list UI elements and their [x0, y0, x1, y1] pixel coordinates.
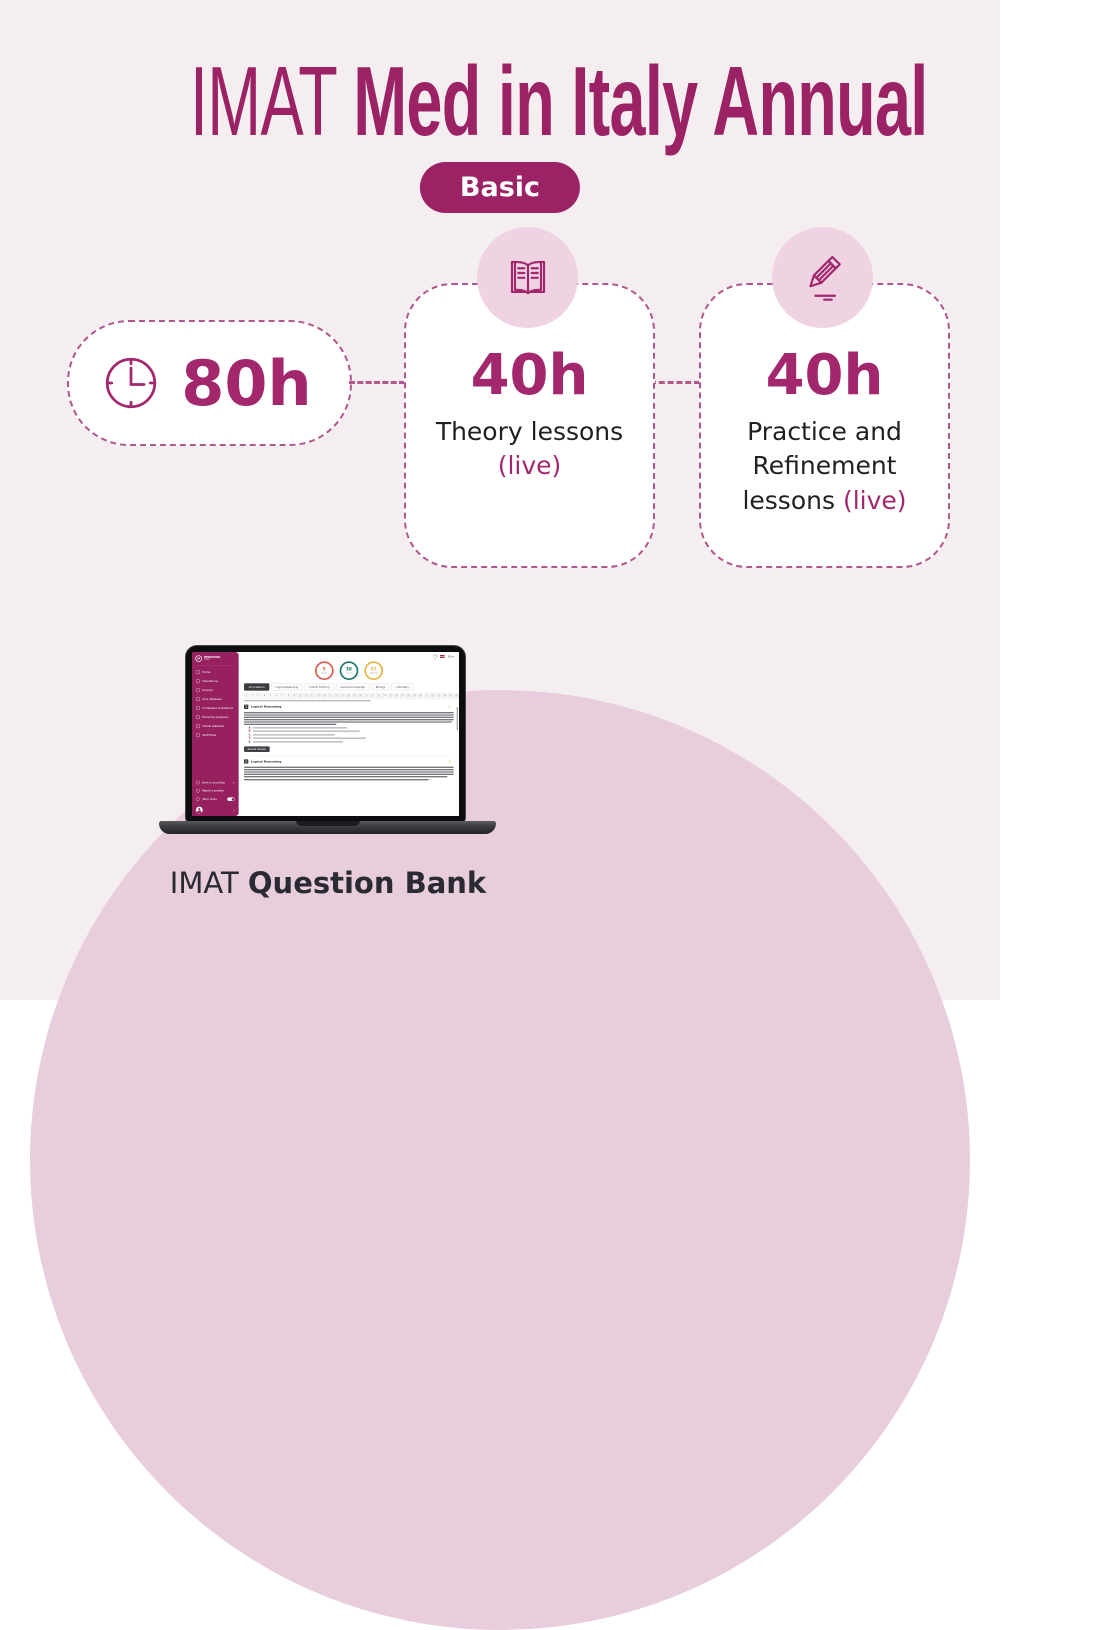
question-number-box[interactable]: 28: [406, 693, 411, 699]
sidebar-item-completed-simulations[interactable]: [192, 704, 239, 713]
laptop-notch: [296, 821, 360, 826]
menu-item-icon: [196, 781, 200, 785]
question-number-box[interactable]: 8: [286, 693, 291, 699]
text-line: [244, 771, 454, 772]
question-number-box[interactable]: 17: [340, 693, 345, 699]
open-book-icon: [502, 252, 554, 304]
logo-icon: M: [195, 655, 202, 662]
text-line: [244, 717, 454, 718]
tab-chemistry[interactable]: Chemistry: [391, 683, 413, 690]
external-link-icon: ↗: [232, 781, 234, 784]
favorite-star-icon[interactable]: ☆: [447, 759, 451, 764]
question-number-box[interactable]: 7: [280, 693, 285, 699]
text-line: [244, 769, 454, 770]
text-line: [244, 712, 454, 713]
question-text-skeleton: [244, 767, 454, 781]
dashed-connector: [650, 381, 700, 384]
question-number-box[interactable]: 36: [454, 693, 459, 699]
tab-logical-reasoning[interactable]: Logical Reasoning: [271, 683, 303, 690]
menu-item-icon: [196, 688, 200, 692]
tab-all-questions[interactable]: All questions: [244, 683, 269, 690]
question-number-box[interactable]: 4: [262, 693, 267, 699]
question-number-box[interactable]: 11: [304, 693, 309, 699]
practice-hours-value: 40h: [701, 345, 948, 407]
question-number-box[interactable]: 19: [352, 693, 357, 699]
sidebar-item-label: Home: [202, 671, 210, 674]
feature-total-hours: [67, 320, 352, 446]
avatar: [196, 807, 203, 814]
question-header: [244, 759, 454, 764]
answer-option-d[interactable]: [249, 737, 454, 739]
stat-label: Correct: [345, 672, 352, 674]
question-bank-app: [192, 652, 459, 816]
question-number-box[interactable]: 14: [322, 693, 327, 699]
category-tabs: [244, 683, 459, 690]
dashed-connector: [349, 381, 405, 384]
text-line: [244, 767, 454, 768]
question-number-box[interactable]: 30: [418, 693, 423, 699]
menu-item-icon: [196, 789, 200, 793]
question-number-box[interactable]: 20: [358, 693, 363, 699]
option-text-line: [253, 727, 347, 728]
tab-biology[interactable]: Biology: [371, 683, 390, 690]
question-number-box[interactable]: 33: [436, 693, 441, 699]
menu-item-icon: [196, 715, 200, 719]
text-line: [244, 774, 454, 775]
question-number-box[interactable]: 21: [364, 693, 369, 699]
tab-critical-thinking[interactable]: Critical Thinking: [305, 683, 335, 690]
language-selector[interactable]: EN ▾: [448, 655, 454, 658]
question-number-box[interactable]: 35: [448, 693, 453, 699]
tab-general-knowledge[interactable]: General Knowledge: [336, 683, 370, 690]
text-line: [244, 714, 454, 715]
answer-option-b[interactable]: [249, 730, 454, 732]
question-header: [244, 704, 454, 709]
sidebar-item-virtual-assistant[interactable]: [192, 722, 239, 731]
stat-circle-skipped: [364, 661, 383, 680]
sidebar-footer-item-book-a-consulting[interactable]: [192, 778, 239, 786]
question-number-box[interactable]: 2: [250, 693, 255, 699]
toggle-knob: [231, 798, 234, 801]
question-number-box[interactable]: 23: [376, 693, 381, 699]
laptop-caption: [112, 866, 544, 900]
horizontal-scrollbar[interactable]: [244, 700, 371, 701]
sidebar-item-label: Simulations: [202, 680, 218, 683]
practice-label: Practice and Refinement lessons: [742, 417, 901, 515]
stat-value: 38: [346, 667, 352, 671]
app-logo: [192, 652, 239, 665]
question-number-box[interactable]: 18: [346, 693, 351, 699]
question-number-strip: [244, 693, 456, 699]
caption-light: IMAT: [170, 866, 239, 900]
question-number-box[interactable]: 10: [298, 693, 303, 699]
theory-live-label: (live): [427, 449, 632, 484]
question-number-box[interactable]: 9: [292, 693, 297, 699]
practice-live-label: (live): [843, 486, 907, 515]
question-number-box[interactable]: 29: [412, 693, 417, 699]
menu-item-icon: [196, 679, 200, 683]
title-bold: Med in Italy Annual: [353, 46, 927, 156]
stat-label: Wrong: [321, 672, 327, 674]
question-category: Logical Reasoning: [251, 705, 282, 708]
question-number-box[interactable]: 15: [328, 693, 333, 699]
sidebar-item-label: Favourite questions: [202, 716, 228, 719]
stat-circle-wrong: [315, 661, 334, 680]
option-letter: A.: [249, 726, 252, 728]
sidebar-item-label: Surveys: [202, 689, 213, 692]
laptop-base: [159, 821, 496, 834]
menu-item-icon: [196, 733, 200, 737]
language-flag-icon[interactable]: [440, 655, 445, 658]
stat-value: 37: [370, 667, 376, 671]
vertical-scrollbar[interactable]: [457, 707, 458, 730]
sidebar-item-label: Completed simulations: [202, 707, 233, 710]
sidebar-item-quiz-database[interactable]: [192, 695, 239, 704]
logo-subtext: IN ITALY: [204, 659, 221, 661]
avatar-body: [197, 810, 201, 813]
question-number-badge: 1: [244, 705, 248, 709]
stat-label: Skipped: [370, 672, 377, 674]
option-letter: C.: [249, 733, 252, 735]
question-number-box[interactable]: 22: [370, 693, 375, 699]
option-text-line: [253, 734, 335, 735]
sidebar-footer-item-tailor-mode[interactable]: [192, 795, 239, 803]
chevron-right-icon: ›: [233, 808, 234, 812]
text-line: [244, 721, 452, 722]
option-text-line: [253, 731, 360, 732]
total-hours-value: 80h: [161, 347, 332, 420]
open-book-icon-circle: [477, 227, 578, 328]
question-number-box[interactable]: 16: [334, 693, 339, 699]
question-number-box[interactable]: 32: [430, 693, 435, 699]
option-letter: B.: [249, 730, 252, 732]
menu-item-icon: [196, 724, 200, 728]
question-number-box[interactable]: 24: [382, 693, 387, 699]
text-line: [244, 779, 429, 780]
question-number-box[interactable]: 13: [316, 693, 321, 699]
theory-hours-value: 40h: [406, 345, 653, 407]
answer-options: [249, 726, 454, 742]
sidebar-item-home[interactable]: [192, 668, 239, 677]
text-line: [244, 776, 447, 777]
stats-row: [239, 661, 459, 680]
text-line: [244, 719, 454, 720]
text-line: [244, 724, 336, 725]
reveal-answer-button[interactable]: Reveal Answer: [244, 746, 270, 752]
question-number-box[interactable]: 34: [442, 693, 447, 699]
user-avatar-row[interactable]: [192, 807, 239, 814]
answer-option-e[interactable]: [249, 740, 454, 742]
sidebar-item-favourite-questions[interactable]: [192, 713, 239, 722]
question-list: [244, 704, 454, 781]
option-text-line: [253, 741, 343, 742]
correct-mark-icon: ✔: [430, 778, 432, 781]
option-letter: E.: [249, 740, 251, 742]
sidebar-item-label: Virtual assistant: [202, 725, 224, 728]
stat-value: 5: [323, 667, 326, 671]
option-text-line: [253, 738, 366, 739]
menu-item-icon: [196, 706, 200, 710]
clock-icon: [101, 353, 161, 413]
favorite-star-icon[interactable]: ☆: [447, 704, 451, 709]
question-block-1: [244, 704, 454, 756]
sidebar-footer-item-report-a-problem[interactable]: [192, 787, 239, 795]
app-topbar: [239, 652, 459, 661]
question-block-2: [244, 759, 454, 781]
menu-item-icon: [196, 670, 200, 674]
question-number-box[interactable]: 6: [274, 693, 279, 699]
question-number-box[interactable]: 25: [388, 693, 393, 699]
theory-label: Theory lessons: [427, 415, 632, 450]
question-text-skeleton: [244, 712, 454, 725]
question-number-box[interactable]: 12: [310, 693, 315, 699]
stat-circle-correct: [339, 661, 358, 680]
caption-bold: Question Bank: [248, 866, 486, 900]
answer-option-c[interactable]: [249, 733, 454, 735]
question-number-box[interactable]: 1: [244, 693, 249, 699]
sidebar-item-label: Staff Picks: [202, 734, 216, 737]
question-number-box[interactable]: 5: [268, 693, 273, 699]
sidebar-item-label: Quiz database: [202, 698, 221, 701]
sidebar-footer: [192, 778, 239, 803]
question-number-badge: 2: [244, 759, 248, 763]
app-main: [239, 652, 459, 816]
menu-item-icon: [196, 797, 200, 801]
app-sidebar: [192, 652, 239, 816]
question-category: Logical Reasoning: [251, 760, 282, 763]
question-number-box[interactable]: 27: [400, 693, 405, 699]
notifications-bell-icon[interactable]: [433, 655, 437, 658]
logo-text: MEDSCHOOL: [204, 656, 221, 659]
mode-toggle[interactable]: [227, 797, 234, 801]
basic-badge: Basic: [420, 162, 580, 213]
sidebar-item-label: Report a problem: [202, 789, 224, 792]
sidebar-item-surveys[interactable]: [192, 686, 239, 695]
question-number-box[interactable]: 26: [394, 693, 399, 699]
question-number-box[interactable]: 31: [424, 693, 429, 699]
option-letter: D.: [249, 737, 252, 739]
title-light: IMAT: [190, 46, 336, 156]
sidebar-item-label: Book a consulting: [202, 781, 224, 784]
menu-item-icon: [196, 697, 200, 701]
answer-option-a[interactable]: [249, 726, 454, 728]
question-number-box[interactable]: 3: [256, 693, 261, 699]
page-title: [0, 52, 1000, 150]
laptop-mockup: [185, 645, 466, 823]
sidebar-item-label: Tailor mode: [202, 798, 216, 801]
sidebar-item-staff-picks[interactable]: [192, 731, 239, 740]
sidebar-item-simulations[interactable]: [192, 677, 239, 686]
pencil-icon: [797, 252, 849, 304]
pencil-icon-circle: [772, 227, 873, 328]
